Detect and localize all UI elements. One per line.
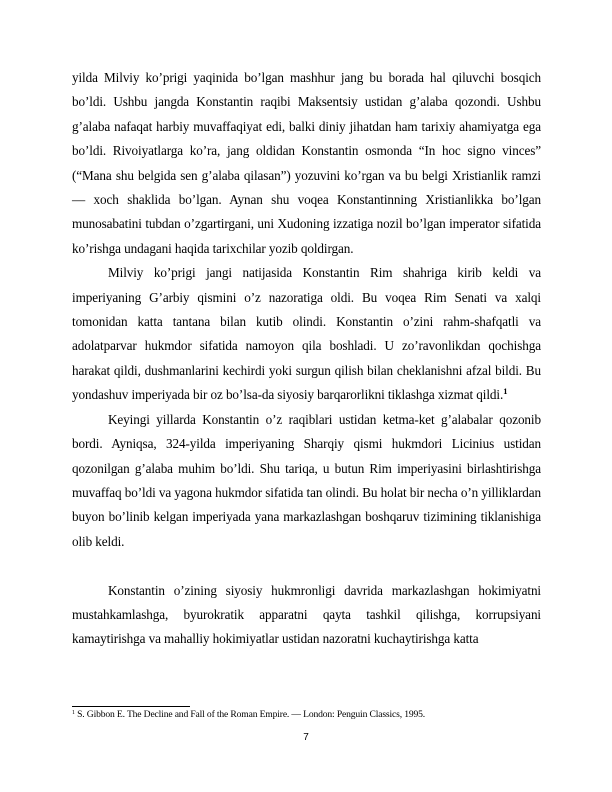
paragraph: Keyingi yillarda Konstantin o’z raqiblari ustidan ketma-ket g’alabalar qozonib bordi. Ayniqsa, 324-yilda imperiyaning Sharqiy qismi hukmdori Licinius ustidan qozonilgan g’alaba muhim bo’ldi. Shu tariqa, u butun Rim imperiyasini birlashtirishga muvaffaq bo’ldi va yagona hukmdor sifatida tan olindi. Bu holat bir necha o’n yilliklardan buyon bo’linib kelgan imperiyada yana markazlashgan boshqaruv tizimining tiklanishiga olib keldi. [72,411,541,549]
paragraph: Konstantin o’zining siyosiy hukmronligi davrida markazlashgan hokimiyatni mustahkamlashga, byurokratik apparatni qayta tashkil qilishga, korrupsiyani kamaytirishga va mahalliy hokimiyatlar ustidan nazoratni kuchaytirishga katta [72,582,541,647]
page-number: 7 [303,732,309,743]
footnote [72,709,542,721]
footnote-separator [72,706,190,707]
footnote-text: S. Gibbon E. The Decline and Fall of the Roman Empire. — London: Penguin Classics, 1995. [74,709,426,720]
footnote-marker: 1 [72,710,75,716]
paragraph-text: Milviy ko’prigi jangi natijasida Konstantin Rim shahriga kirib keldi va imperiyaning G’arbiy qismini o’z nazoratiga oldi. Bu voqea Rim Senati va xalqi tomonidan katta tantana bilan kutib olindi. Konstantin o’zini rahm-shafqatli va adolatparvar hukmdor sifatida namoyon qila boshladi. U zo’ravonlikdan qochishga harakat qildi, dushmanlarini kechirdi yoki surgun qilish bilan cheklanishni afzal bildi. Bu yondashuv imperiyada bir oz bo’lsa-da siyosiy barqarorlikni tiklashga xizmat qildi. [72,265,541,403]
body-text [72,66,541,652]
paragraph [72,261,541,407]
paragraph: yilda Milviy ko’prigi yaqinida bo’lgan mashhur jang bu borada hal qiluvchi bosqich bo’ldi. Ushbu jangda Konstantin raqibi Maksentsiy ustidan g’alaba qozondi. Ushbu g’alaba nafaqat harbiy muvaffaqiyat edi, balki diniy jihatdan ham tarixiy ahamiyatga ega bo’ldi. Rivoiyatlarga ko’ra, jang oldidan Konstantin osmonda “In hoc signo vinces” (“Mana shu belgida sen g’alaba qilasan”) yozuvini ko’rgan va bu belgi Xristianlik ramzi — xoch shaklida bo’lgan. Aynan shu voqea Konstantinning Xristianlikka bo’lgan munosabatini tubdan o’zgartirgani, uni Xudoning izzatiga nozil bo’lgan imperator sifatida ko’rishga undagani haqida tarixchilar yozib qoldirgan. [72,70,541,256]
footnote-reference[interactable]: 1 [503,386,508,397]
